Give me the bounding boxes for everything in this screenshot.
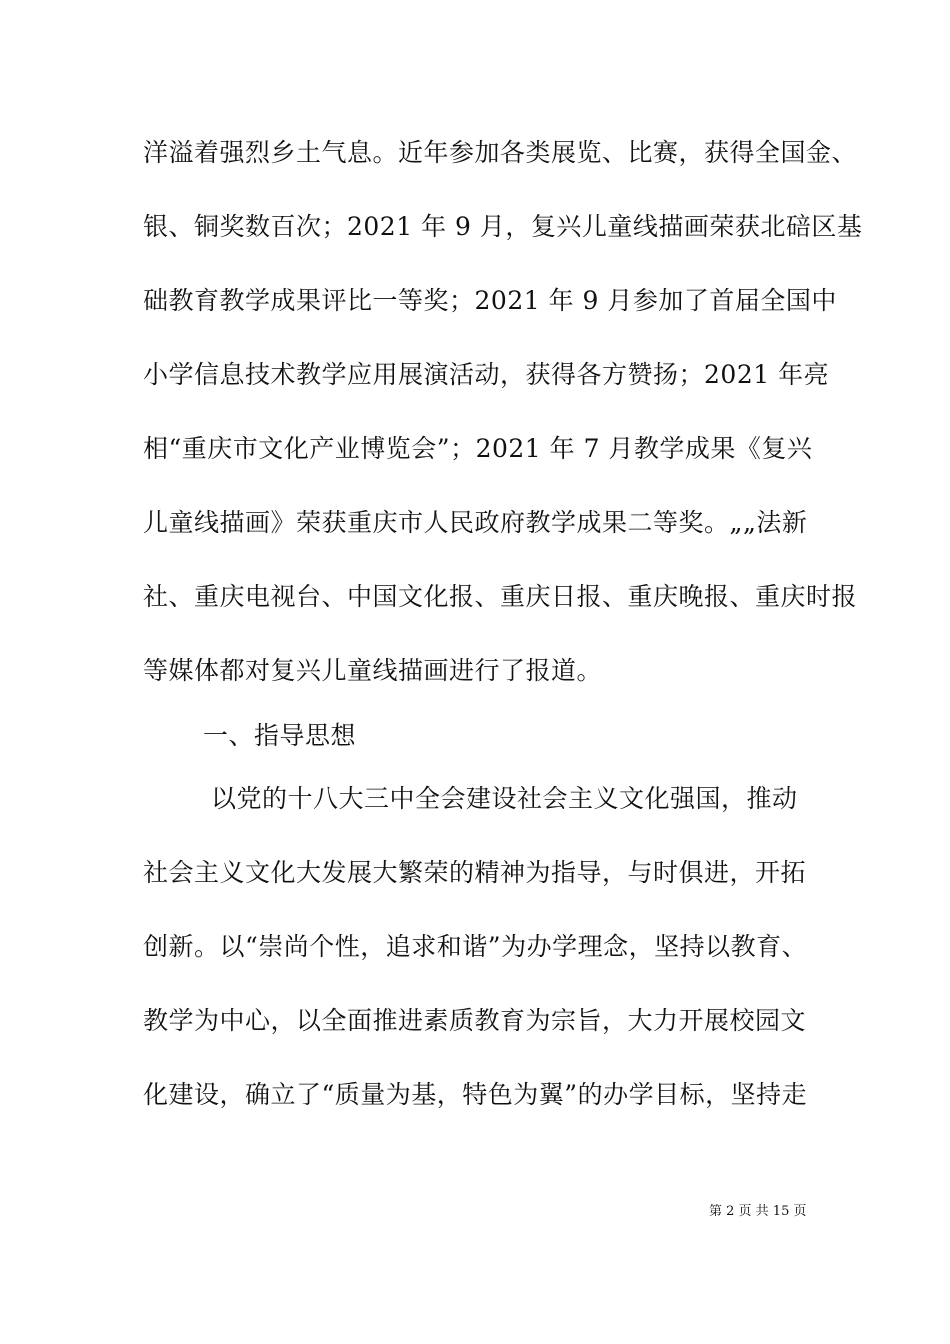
page-number: 第 2 页 共 15 页 [709,1204,807,1219]
text-line: 等媒体都对复兴儿童线描画进行了报道。 [143,656,603,685]
text-line: 银、铜奖数百次；2021 年 9 月，复兴儿童线描画荣获北碚区基 [143,212,863,241]
text-line: 小学信息技术教学应用展演活动，获得各方赞扬；2021 年亮 [143,360,830,389]
text-line: 教学为中心，以全面推进素质教育为宗旨，大力开展校园文 [143,1006,807,1035]
text-line: 洋溢着强烈乡土气息。近年参加各类展览、比赛，获得全国金、 [143,138,858,167]
text-line: 创新。以“崇尚个性，追求和谐”为办学理念，坚持以教育、 [143,932,808,961]
text-line: 化建设，确立了“质量为基，特色为翼”的办学目标，坚持走 [143,1080,808,1109]
text-line: 儿童线描画》荣获重庆市人民政府教学成果二等奖。„„法新 [143,508,808,537]
text-line: 础教育教学成果评比一等奖；2021 年 9 月参加了首届全国中 [143,286,837,315]
text-line: 相“重庆市文化产业博览会”；2021 年 7 月教学成果《复兴 [143,434,813,463]
text-line: 社会主义文化大发展大繁荣的精神为指导，与时俱进，开拓 [143,858,807,887]
section-heading: 一、指导思想 [203,721,357,750]
text-line: 社、重庆电视台、中国文化报、重庆日报、重庆晚报、重庆时报 [143,582,858,611]
text-line: 以党的十八大三中全会建设社会主义文化强国，推动 [211,784,798,813]
